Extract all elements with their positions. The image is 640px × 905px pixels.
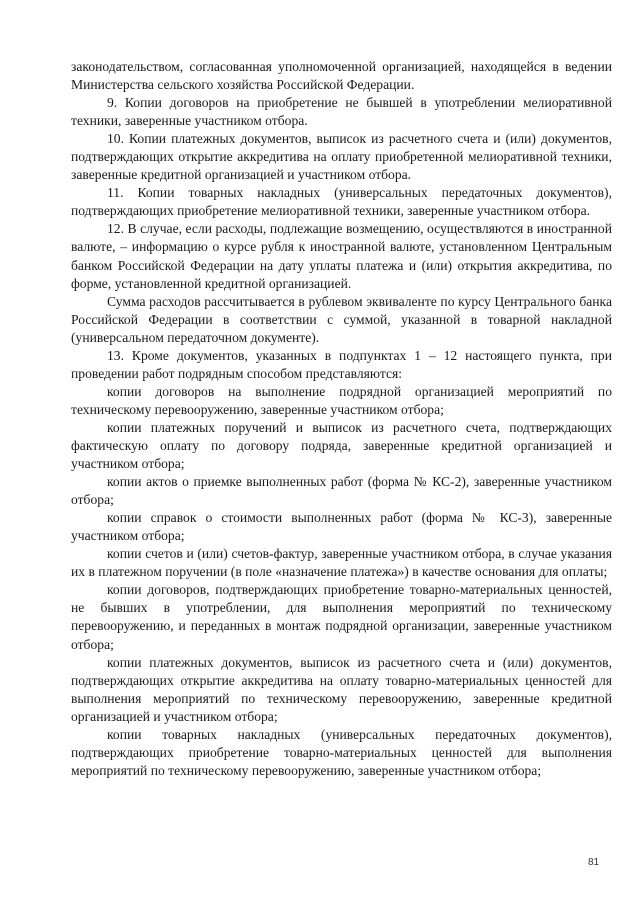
paragraph-item-9: 9. Копии договоров на приобретение не бывшей в употреблении мелиоративной техники, заверенные участником отбора. bbox=[71, 95, 612, 129]
document-page bbox=[71, 58, 612, 780]
paragraph-contract-copies: копии договоров на выполнение подрядной организацией мероприятий по техническому перевооружению, заверенные участником отбора; bbox=[71, 383, 612, 417]
paragraph-item-11: 11. Копии товарных накладных (универсальных передаточных документов), подтверждающих приобретение мелиоративной техники, заверенные участником отбора. bbox=[71, 185, 612, 219]
paragraph-ks2-acts: копии актов о приемке выполненных работ (форма № КС-2), заверенные участником отбора; bbox=[71, 474, 612, 508]
paragraph-item-10: 10. Копии платежных документов, выписок из расчетного счета и (или) документов, подтверждающих открытие аккредитива на оплату приобретенной мелиоративной техники, заверенные кредитной организацией и участником отбора. bbox=[71, 131, 612, 183]
paragraph-material-payments: копии платежных документов, выписок из расчетного счета и (или) документов, подтверждающих открытие аккредитива на оплату товарно-материальных ценностей для выполнения мероприятий по техническому перевооружению, заверенные кредитной организацией и участником отбора; bbox=[71, 654, 612, 724]
paragraph-expense-sum: Сумма расходов рассчитывается в рублевом эквиваленте по курсу Центрального банка Российской Федерации в соответствии с суммой, указанной в товарной накладной (универсальном передаточном документе). bbox=[71, 293, 612, 345]
paragraph-payment-orders: копии платежных поручений и выписок из расчетного счета, подтверждающих фактическую оплату по договору подряда, заверенные кредитной организацией и участником отбора; bbox=[71, 419, 612, 472]
paragraph-item-12: 12. В случае, если расходы, подлежащие возмещению, осуществляются в иностранной валюте, – информацию о курсе рубля к иностранной валюте, установленном Центральным банком Российской Федерации на дату уплаты платежа и (или) открытия аккредитива, по форме, установленной кредитной организацией. bbox=[71, 221, 612, 291]
paragraph-material-contracts: копии договоров, подтверждающих приобретение товарно-материальных ценностей, не бывших в употреблении, для выполнения мероприятий по техническому перевооружению, и переданных в монтаж подрядной организации, заверенные участником отбора; bbox=[71, 582, 612, 652]
paragraph-material-waybills: копии товарных накладных (универсальных передаточных документов), подтверждающих приобретение товарно-материальных ценностей для выполнения мероприятий по техническому перевооружению, заверенные участником отбора; bbox=[71, 726, 612, 778]
paragraph-continuation: законодательством, согласованная уполномоченной организацией, находящейся в ведении Министерства сельского хозяйства Российской Федерации. bbox=[71, 59, 612, 93]
paragraph-ks3-certificates: копии справок о стоимости выполненных работ (форма № КС-3), заверенные участником отбора; bbox=[71, 510, 612, 544]
paragraph-invoices: копии счетов и (или) счетов-фактур, заверенные участником отбора, в случае указания их в платежном поручении (в поле «назначение платежа») в качестве основания для оплаты; bbox=[71, 546, 612, 580]
page-number: 81 bbox=[588, 857, 600, 868]
paragraph-item-13: 13. Кроме документов, указанных в подпунктах 1 – 12 настоящего пункта, при проведении работ подрядным способом представляются: bbox=[71, 347, 612, 381]
